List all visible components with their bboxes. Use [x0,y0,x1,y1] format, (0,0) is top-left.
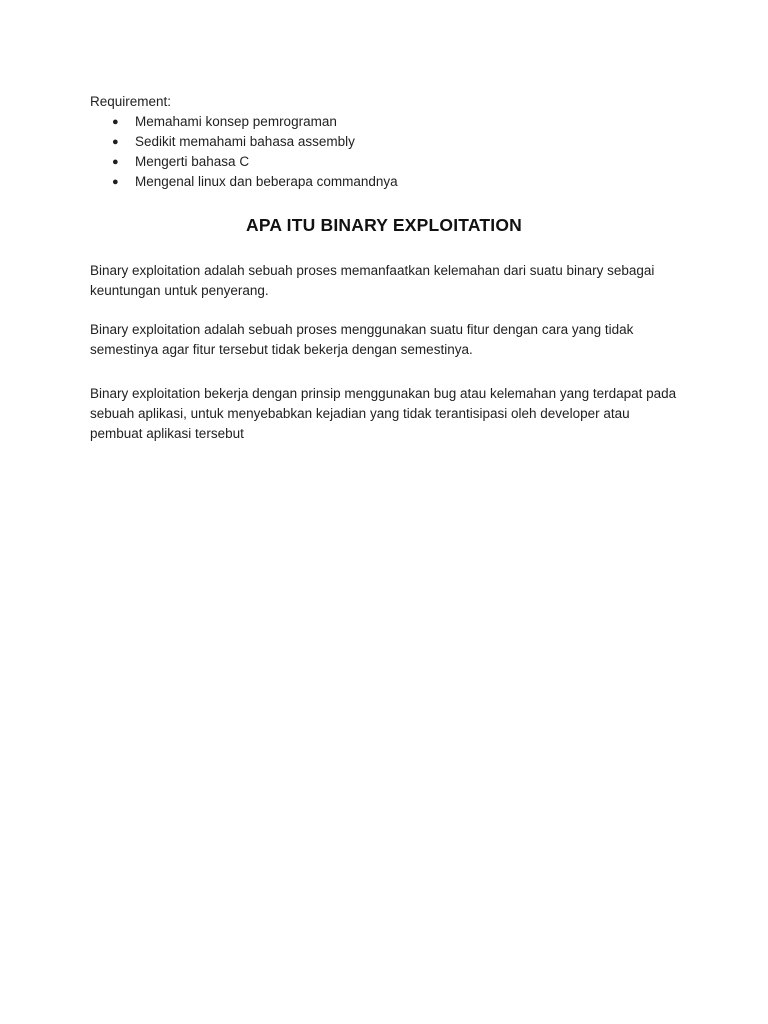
document-title: APA ITU BINARY EXPLOITATION [245,215,522,235]
bullet-icon: ● [112,116,119,128]
requirement-item [90,132,678,152]
requirement-item-text: Mengerti bahasa C [135,154,250,169]
paragraph-principle: Binary exploitation bekerja dengan prinsip menggunakan bug atau kelemahan yang terdapat pada sebuah aplikasi, untuk menyebabkan kejadian yang tidak terantisipasi oleh developer atau pembuat aplikasi tersebut [90,386,677,441]
requirement-item-text: Mengenal linux dan beberapa commandnya [135,174,398,189]
requirement-item-text: Sedikit memahami bahasa assembly [135,134,355,149]
requirement-item-text: Memahami konsep pemrograman [135,114,337,129]
requirement-item [90,112,678,132]
bullet-icon: ● [112,156,119,168]
requirement-list [90,112,678,192]
bullet-icon: ● [112,176,119,188]
requirement-item [90,152,678,172]
paragraph-definition-alt: Binary exploitation adalah sebuah proses menggunakan suatu fitur dengan cara yang tidak semestinya agar fitur tersebut tidak bekerja dengan semestinya. [90,322,634,357]
requirement-label: Requirement: [90,94,172,109]
requirement-item [90,172,678,192]
paragraph-definition: Binary exploitation adalah sebuah proses memanfaatkan kelemahan dari suatu binary sebagai keuntungan untuk penyerang. [90,263,655,298]
bullet-icon: ● [112,136,119,148]
